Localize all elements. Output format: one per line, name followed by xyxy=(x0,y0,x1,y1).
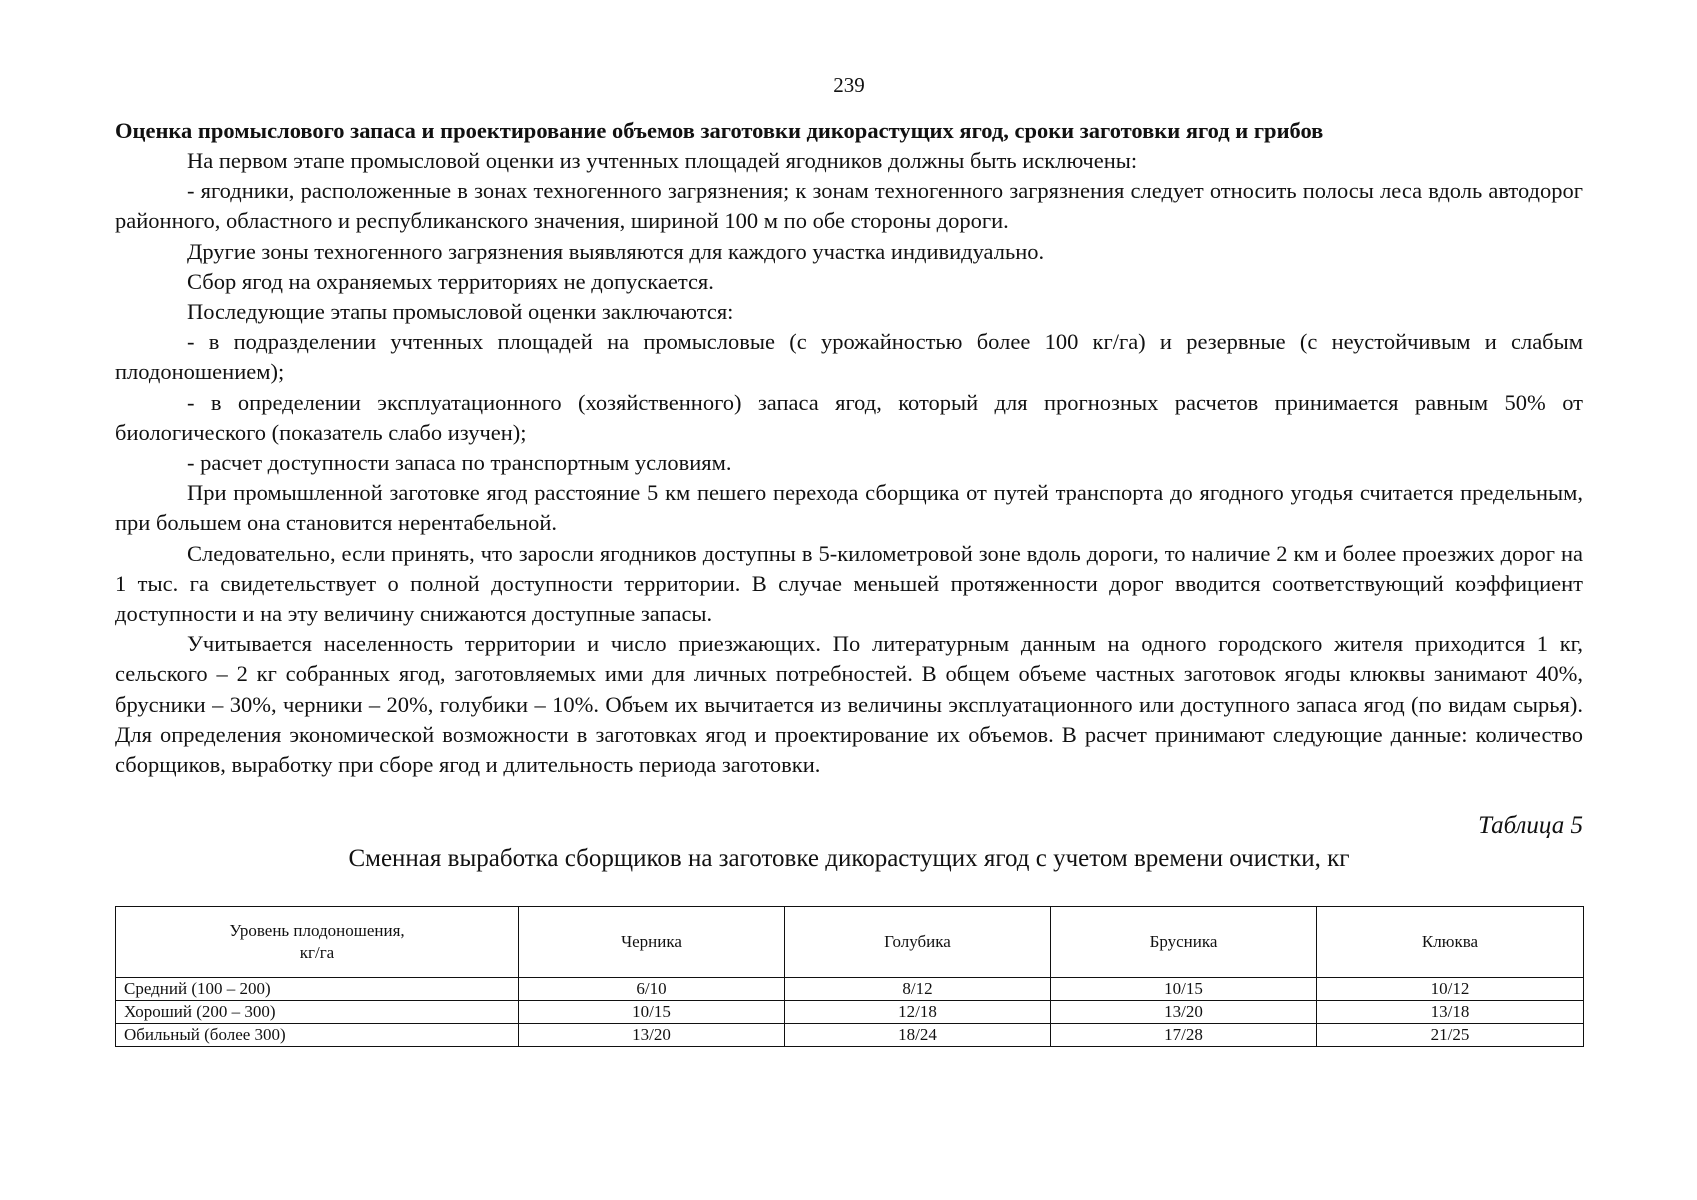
table-cell-level: Хороший (200 – 300) xyxy=(116,1001,519,1024)
table-header-row xyxy=(116,907,1584,978)
table-cell: 12/18 xyxy=(785,1001,1051,1024)
paragraph: Сбор ягод на охраняемых территориях не допускается. xyxy=(187,268,714,294)
column-header-level xyxy=(116,907,519,978)
paragraph: При промышленной заготовке ягод расстояние 5 км пешего перехода сборщика от путей транспорта до ягодного угодья считается предельным, при большем она становится нерентабельной. xyxy=(115,480,1583,536)
paragraph: - ягодники, расположенные в зонах техногенного загрязнения; к зонам техногенного загрязнения следует относить полосы леса вдоль автодорог районного, областного и республиканского значения, шириной 100 м по обе стороны дороги. xyxy=(115,178,1583,234)
table-label: Таблица 5 xyxy=(1478,812,1583,839)
column-header-lingonberry: Брусника xyxy=(1051,907,1317,978)
table-cell: 6/10 xyxy=(519,978,785,1001)
yield-table xyxy=(115,906,1584,1047)
table-row xyxy=(116,1024,1584,1047)
table-header xyxy=(116,907,1584,978)
paragraph: - расчет доступности запаса по транспортным условиям. xyxy=(187,450,732,476)
paragraph: Другие зоны техногенного загрязнения выявляются для каждого участка индивидуально. xyxy=(187,238,1045,264)
paragraph: Следовательно, если принять, что заросли ягодников доступны в 5-километровой зоне вдоль дороги, то наличие 2 км и более проезжих дорог на 1 тыс. га свидетельствует о полной доступности территории. В случае меньшей протяженности дорог вводится соответствующий коэффициент доступности и на эту величину снижаются доступные запасы. xyxy=(115,540,1583,627)
table-cell-level: Обильный (более 300) xyxy=(116,1024,519,1047)
column-header-blueberry: Голубика xyxy=(785,907,1051,978)
table-row xyxy=(116,978,1584,1001)
table-cell: 10/12 xyxy=(1317,978,1584,1001)
table-cell: 21/25 xyxy=(1317,1024,1584,1047)
table-cell: 13/18 xyxy=(1317,1001,1584,1024)
paragraph: - в определении эксплуатационного (хозяйственного) запаса ягод, который для прогнозных расчетов принимается равным 50% от биологического (показатель слабо изучен); xyxy=(115,389,1583,445)
table-caption: Сменная выработка сборщиков на заготовке дикорастущих ягод с учетом времени очистки, кг xyxy=(348,845,1350,872)
table-cell: 13/20 xyxy=(1051,1001,1317,1024)
table-cell: 10/15 xyxy=(519,1001,785,1024)
column-header-level-label: Уровень плодоношения, кг/га xyxy=(229,921,405,962)
page-number: 239 xyxy=(833,73,865,97)
body-text xyxy=(115,146,1583,780)
table-row xyxy=(116,1001,1584,1024)
table-cell: 13/20 xyxy=(519,1024,785,1047)
table-cell-level: Средний (100 – 200) xyxy=(116,978,519,1001)
paragraph: Учитывается населенность территории и число приезжающих. По литературным данным на одного городского жителя приходится 1 кг, сельского – 2 кг собранных ягод, заготовляемых ими для личных потребностей. В общем объеме частных заготовок ягоды клюквы занимают 40%, брусники – 30%, черники – 20%, голубики – 10%. Объем их вычитается из величины эксплуатационного или доступного запаса ягод (по видам сырья). Для определения экономической возможности в заготовках ягод и проектирование их объемов. В расчет принимают следующие данные: количество сборщиков, выработку при сборе ягод и длительность периода заготовки. xyxy=(115,631,1583,778)
table-cell: 18/24 xyxy=(785,1024,1051,1047)
table-cell: 17/28 xyxy=(1051,1024,1317,1047)
table-cell: 10/15 xyxy=(1051,978,1317,1001)
table-cell: 8/12 xyxy=(785,978,1051,1001)
column-header-bilberry: Черника xyxy=(519,907,785,978)
paragraph: На первом этапе промысловой оценки из учтенных площадей ягодников должны быть исключены: xyxy=(187,148,1138,173)
column-header-cranberry: Клюква xyxy=(1317,907,1584,978)
section-heading: Оценка промыслового запаса и проектирование объемов заготовки дикорастущих ягод, сроки заготовки ягод и грибов xyxy=(115,118,1324,143)
table-body xyxy=(116,978,1584,1047)
paragraph: Последующие этапы промысловой оценки заключаются: xyxy=(187,299,734,325)
paragraph: - в подразделении учтенных площадей на промысловые (с урожайностью более 100 кг/га) и резервные (с неустойчивым и слабым плодоношением); xyxy=(115,329,1583,385)
